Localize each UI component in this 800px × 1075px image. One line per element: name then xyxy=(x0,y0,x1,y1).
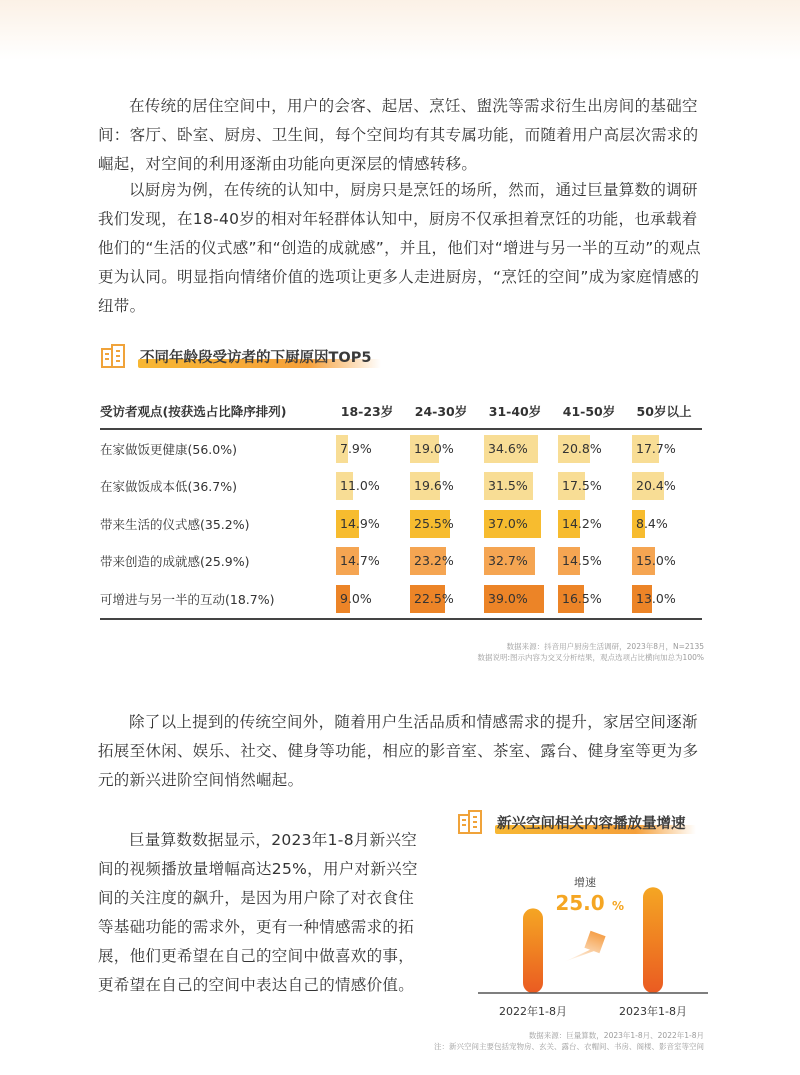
source-note-table xyxy=(304,641,704,663)
cell-value: 19.0% xyxy=(414,440,454,456)
cell-value: 32.7% xyxy=(488,553,528,569)
cell-value: 9.0% xyxy=(340,590,372,606)
cell-value: 14.2% xyxy=(562,515,602,531)
cell-value: 14.7% xyxy=(340,553,380,569)
paragraph-growth-data: 巨量算数数据显示，2023年1-8月新兴空间的视频播放量增幅高达25%，用户对新兴空间的关注度的飙升，是因为用户除了对衣食住等基础功能的需求外，更有一种情感需求的拓展，他们更希望在自己的空间中做喜欢的事，更希望在自己的空间中表达自己的情感价值。 xyxy=(98,831,418,994)
growth-unit: % xyxy=(612,899,625,913)
table-cell xyxy=(330,468,404,506)
cell-value: 23.2% xyxy=(414,553,454,569)
table-cell xyxy=(404,505,478,543)
source-line: 数据来源：巨量算数，2023年1-8月、2022年1-8月 xyxy=(528,1031,704,1040)
table-row xyxy=(100,468,702,506)
cell-value: 14.5% xyxy=(562,553,602,569)
header-age-18-23: 18-23岁 xyxy=(330,394,404,429)
table-cell xyxy=(478,429,552,468)
cell-value: 7.9% xyxy=(340,440,372,456)
section-title-text: 不同年龄段受访者的下厨原因TOP5 xyxy=(138,344,381,369)
table-cell xyxy=(330,429,404,468)
growth-bar xyxy=(523,908,543,993)
cell-value: 15.0% xyxy=(636,553,676,569)
building-icon xyxy=(457,809,485,835)
section-title-cooking-reasons xyxy=(100,341,381,371)
section-title-play-growth xyxy=(457,807,696,837)
table-cell xyxy=(404,468,478,506)
growth-label: 增速 xyxy=(574,876,596,889)
table-cell xyxy=(330,580,404,619)
table-row xyxy=(100,543,702,581)
arrow-up-icon xyxy=(564,926,605,972)
cell-value: 11.0% xyxy=(340,478,380,494)
cell-value: 20.4% xyxy=(636,478,676,494)
table-header-row xyxy=(100,394,702,429)
table-cell xyxy=(478,543,552,581)
table-cell xyxy=(626,543,702,581)
paragraph-emerging-spaces: 除了以上提到的传统空间外，随着用户生活品质和情感需求的提升，家居空间逐渐拓展至休闲、娱乐、社交、健身等功能，相应的影音室、茶室、露台、健身室等更为多元的新兴进阶空间悄然崛起。 xyxy=(98,713,699,789)
table-cell xyxy=(626,580,702,619)
table-cell xyxy=(552,505,626,543)
header-age-41-50: 41-50岁 xyxy=(552,394,626,429)
cell-value: 17.7% xyxy=(636,440,676,456)
table-cell xyxy=(552,429,626,468)
growth-value: 25.0 xyxy=(555,891,605,915)
table-cell xyxy=(404,580,478,619)
section-title-text: 新兴空间相关内容播放量增速 xyxy=(495,810,696,835)
table-row xyxy=(100,505,702,543)
growth-bar xyxy=(643,887,663,993)
source-line: 注：新兴空间主要包括宠物房、玄关、露台、衣帽间、书房、阁楼、影音室等空间 xyxy=(434,1042,704,1051)
row-label: 在家做饭更健康(56.0%) xyxy=(100,441,237,457)
growth-bar-chart xyxy=(478,850,708,1025)
cell-value: 37.0% xyxy=(488,515,528,531)
source-line: 数据来源：抖音用户厨房生活调研，2023年8月，N=2135 xyxy=(506,642,704,651)
cell-value: 25.5% xyxy=(414,515,454,531)
cell-value: 20.8% xyxy=(562,440,602,456)
cell-value: 16.5% xyxy=(562,590,602,606)
table-cell xyxy=(404,429,478,468)
paragraph-traditional-space: 在传统的居住空间中，用户的会客、起居、烹饪、盥洗等需求衍生出房间的基础空间：客厅、卧室、厨房、卫生间，每个空间均有其专属功能，而随着用户高层次需求的崛起，对空间的利用逐渐由功能向更深层的情感转移。 xyxy=(98,97,699,173)
table-cell xyxy=(552,543,626,581)
row-label: 在家做饭成本低(36.7%) xyxy=(100,479,237,495)
source-line: 数据说明:图示内容为交叉分析结果，观点选项占比横向加总为100% xyxy=(477,653,704,662)
source-note-growth xyxy=(304,1030,704,1052)
table-cell xyxy=(330,543,404,581)
table-cell xyxy=(404,543,478,581)
table-cell xyxy=(626,468,702,506)
table-cell xyxy=(626,505,702,543)
cell-value: 22.5% xyxy=(414,590,454,606)
header-age-50-plus: 50岁以上 xyxy=(626,394,702,429)
growth-category-label: 2022年1-8月 xyxy=(499,1005,567,1018)
building-icon xyxy=(100,343,128,369)
header-viewpoint: 受访者观点(按获选占比降序排列) xyxy=(100,394,330,429)
cell-value: 17.5% xyxy=(562,478,602,494)
table-cell xyxy=(478,580,552,619)
cell-value: 19.6% xyxy=(414,478,454,494)
table-cell xyxy=(478,468,552,506)
table-cell xyxy=(552,580,626,619)
row-label: 带来生活的仪式感(35.2%) xyxy=(100,516,250,532)
cell-value: 31.5% xyxy=(488,478,528,494)
cell-value: 39.0% xyxy=(488,590,528,606)
table-cell xyxy=(626,429,702,468)
table-cell xyxy=(478,505,552,543)
page-top-gradient xyxy=(0,0,800,60)
growth-category-label: 2023年1-8月 xyxy=(619,1005,687,1018)
paragraph-kitchen-example: 以厨房为例，在传统的认知中，厨房只是烹饪的场所，然而，通过巨量算数的调研我们发现，在18-40岁的相对年轻群体认知中，厨房不仅承担着烹饪的功能，也承载着他们的“生活的仪式感”和“创造的成就感”，并且，他们对“增进与另一半的互动”的观点更为认同。明显指向情绪价值的选项让更多人走进厨房，“烹饪的空间”成为家庭情感的纽带。 xyxy=(98,181,701,315)
cell-value: 34.6% xyxy=(488,440,528,456)
row-label: 可增进与另一半的互动(18.7%) xyxy=(100,580,330,619)
cell-value: 13.0% xyxy=(636,590,676,606)
cell-value: 14.9% xyxy=(340,515,380,531)
cooking-reasons-table xyxy=(100,394,702,620)
table-row xyxy=(100,580,702,619)
table-cell xyxy=(330,505,404,543)
table-row xyxy=(100,429,702,468)
row-label: 带来创造的成就感(25.9%) xyxy=(100,554,250,570)
table-cell xyxy=(552,468,626,506)
header-age-24-30: 24-30岁 xyxy=(404,394,478,429)
cell-value: 8.4% xyxy=(636,515,668,531)
header-age-31-40: 31-40岁 xyxy=(478,394,552,429)
